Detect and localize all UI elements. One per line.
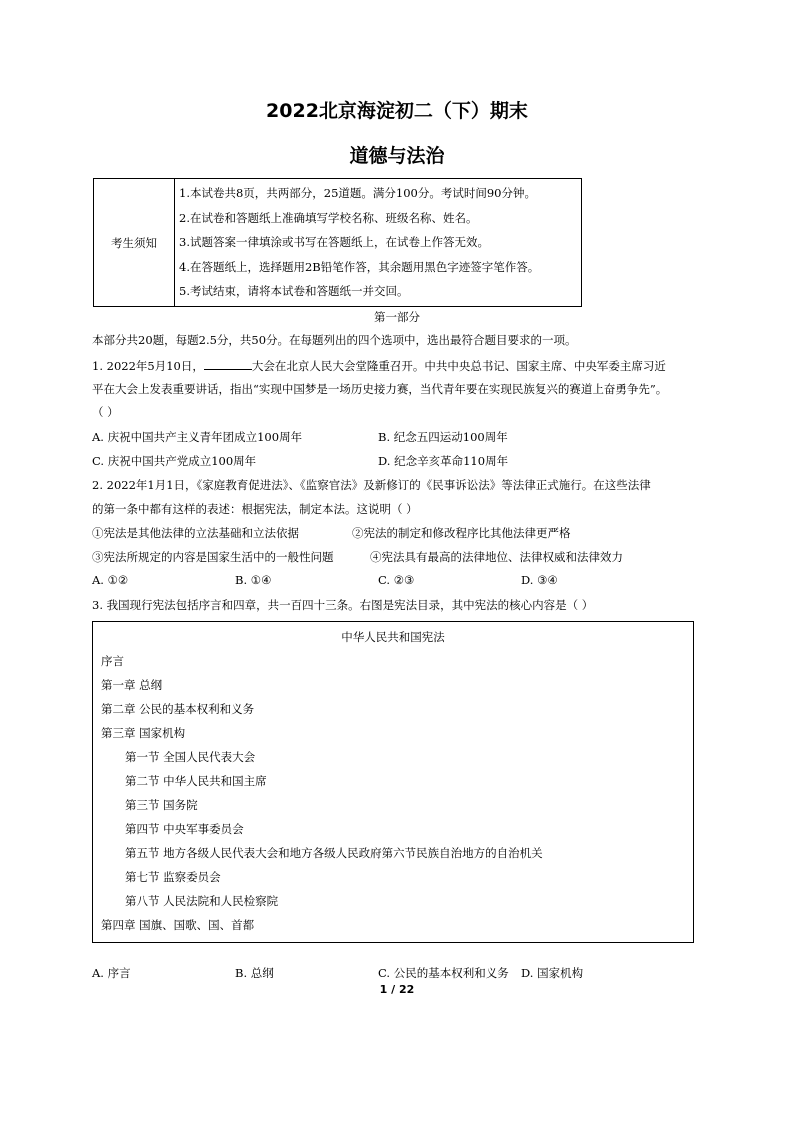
q2-option-c: C. ②③ (378, 573, 415, 587)
q3-option-d: D. 国家机构 (521, 966, 584, 980)
q1-blank (204, 357, 252, 370)
constitution-contents-box (92, 621, 694, 943)
part-intro: 本部分共20题，每题2.5分，共50分。在每题列出的四个选项中，选出最符合题目要求的一项。 (92, 333, 577, 347)
q1-prefix: 1. 2022年5月10日， (92, 359, 204, 373)
page-title: 2022北京海淀初二（下）期末 (266, 100, 528, 122)
q1-option-d: D. 纪念辛亥革命110周年 (378, 454, 509, 468)
q2-option-d: D. ③④ (521, 573, 558, 587)
constitution-title: 中华人民共和国宪法 (341, 630, 445, 644)
contents-preface: 序言 (101, 654, 124, 668)
notice-table (93, 178, 582, 307)
q2-option-a: A. ①② (92, 573, 129, 587)
q1-option-a: A. 庆祝中国共产主义青年团成立100周年 (92, 430, 303, 444)
notice-item: 5.考试结束，请将本试卷和答题纸一并交回。 (179, 284, 409, 299)
q3-option-a: A. 序言 (92, 966, 131, 980)
q2-option-b: B. ①④ (235, 573, 272, 587)
contents-section-8: 第八节 人民法院和人民检察院 (125, 894, 279, 908)
q2-statement-4: ④宪法具有最高的法律地位、法律权威和法律效力 (370, 550, 623, 564)
q2-statement-3: ③宪法所规定的内容是国家生活中的一般性问题 (92, 550, 334, 564)
contents-section-7: 第七节 监察委员会 (125, 870, 221, 884)
q3-option-b: B. 总纲 (235, 966, 274, 980)
q1-stem-line1 (92, 357, 666, 374)
page-number: 1 / 22 (379, 983, 415, 996)
contents-chapter-2: 第二章 公民的基本权利和义务 (101, 702, 255, 716)
q2-statement-1: ①宪法是其他法律的立法基础和立法依据 (92, 526, 299, 540)
subject-title: 道德与法治 (349, 145, 445, 167)
q1-stem-line2: 平在大会上发表重要讲话，指出“实现中国梦是一场历史接力赛，当代青年要在实现民族复兴的赛道上奋勇争先”。 (92, 382, 668, 396)
q2-stem-line1: 2. 2022年1月1日，《家庭教育促进法》、《监察官法》及新修订的《民事诉讼法》等法律正式施行。在这些法律 (92, 478, 651, 492)
contents-section-4: 第四节 中央军事委员会 (125, 822, 244, 836)
q1-answer-bracket: （ ） (92, 405, 119, 419)
contents-section-2: 第二节 中华人民共和国主席 (125, 774, 267, 788)
contents-chapter-1: 第一章 总纲 (101, 678, 163, 692)
notice-item: 4.在答题纸上，选择题用2B铅笔作答，其余题用黑色字迹签字笔作答。 (179, 259, 540, 274)
q1-suffix: 大会在北京人民大会堂隆重召开。中共中央总书记、国家主席、中央军委主席习近 (251, 359, 666, 373)
contents-section-1: 第一节 全国人民代表大会 (125, 750, 256, 764)
notice-item: 3.试题答案一律填涂或书写在答题纸上，在试卷上作答无效。 (179, 235, 489, 250)
q1-option-b: B. 纪念五四运动100周年 (378, 430, 508, 444)
part-heading: 第一部分 (374, 310, 420, 324)
q3-stem: 3. 我国现行宪法包括序言和四章，共一百四十三条。右图是宪法目录，其中宪法的核心内容是（ ） (92, 598, 594, 612)
q1-option-c: C. 庆祝中国共产党成立100周年 (92, 454, 257, 468)
contents-section-5-6: 第五节 地方各级人民代表大会和地方各级人民政府第六节民族自治地方的自治机关 (125, 846, 543, 860)
contents-chapter-3: 第三章 国家机构 (101, 726, 186, 740)
contents-section-3: 第三节 国务院 (125, 798, 198, 812)
q2-stem-line2: 的第一条中都有这样的表述：根据宪法，制定本法。这说明（ ） (92, 502, 418, 516)
q2-statement-2: ②宪法的制定和修改程序比其他法律更严格 (352, 526, 571, 540)
notice-item: 2.在试卷和答题纸上准确填写学校名称、班级名称、姓名。 (179, 210, 478, 225)
notice-item: 1.本试卷共8页，共两部分，25道题。满分100分。考试时间90分钟。 (179, 186, 537, 201)
q3-option-c: C. 公民的基本权利和义务 (378, 966, 509, 980)
notice-label: 考生须知 (94, 179, 175, 307)
contents-chapter-4: 第四章 国旗、国歌、国、首都 (101, 918, 255, 932)
notice-items (175, 179, 582, 307)
